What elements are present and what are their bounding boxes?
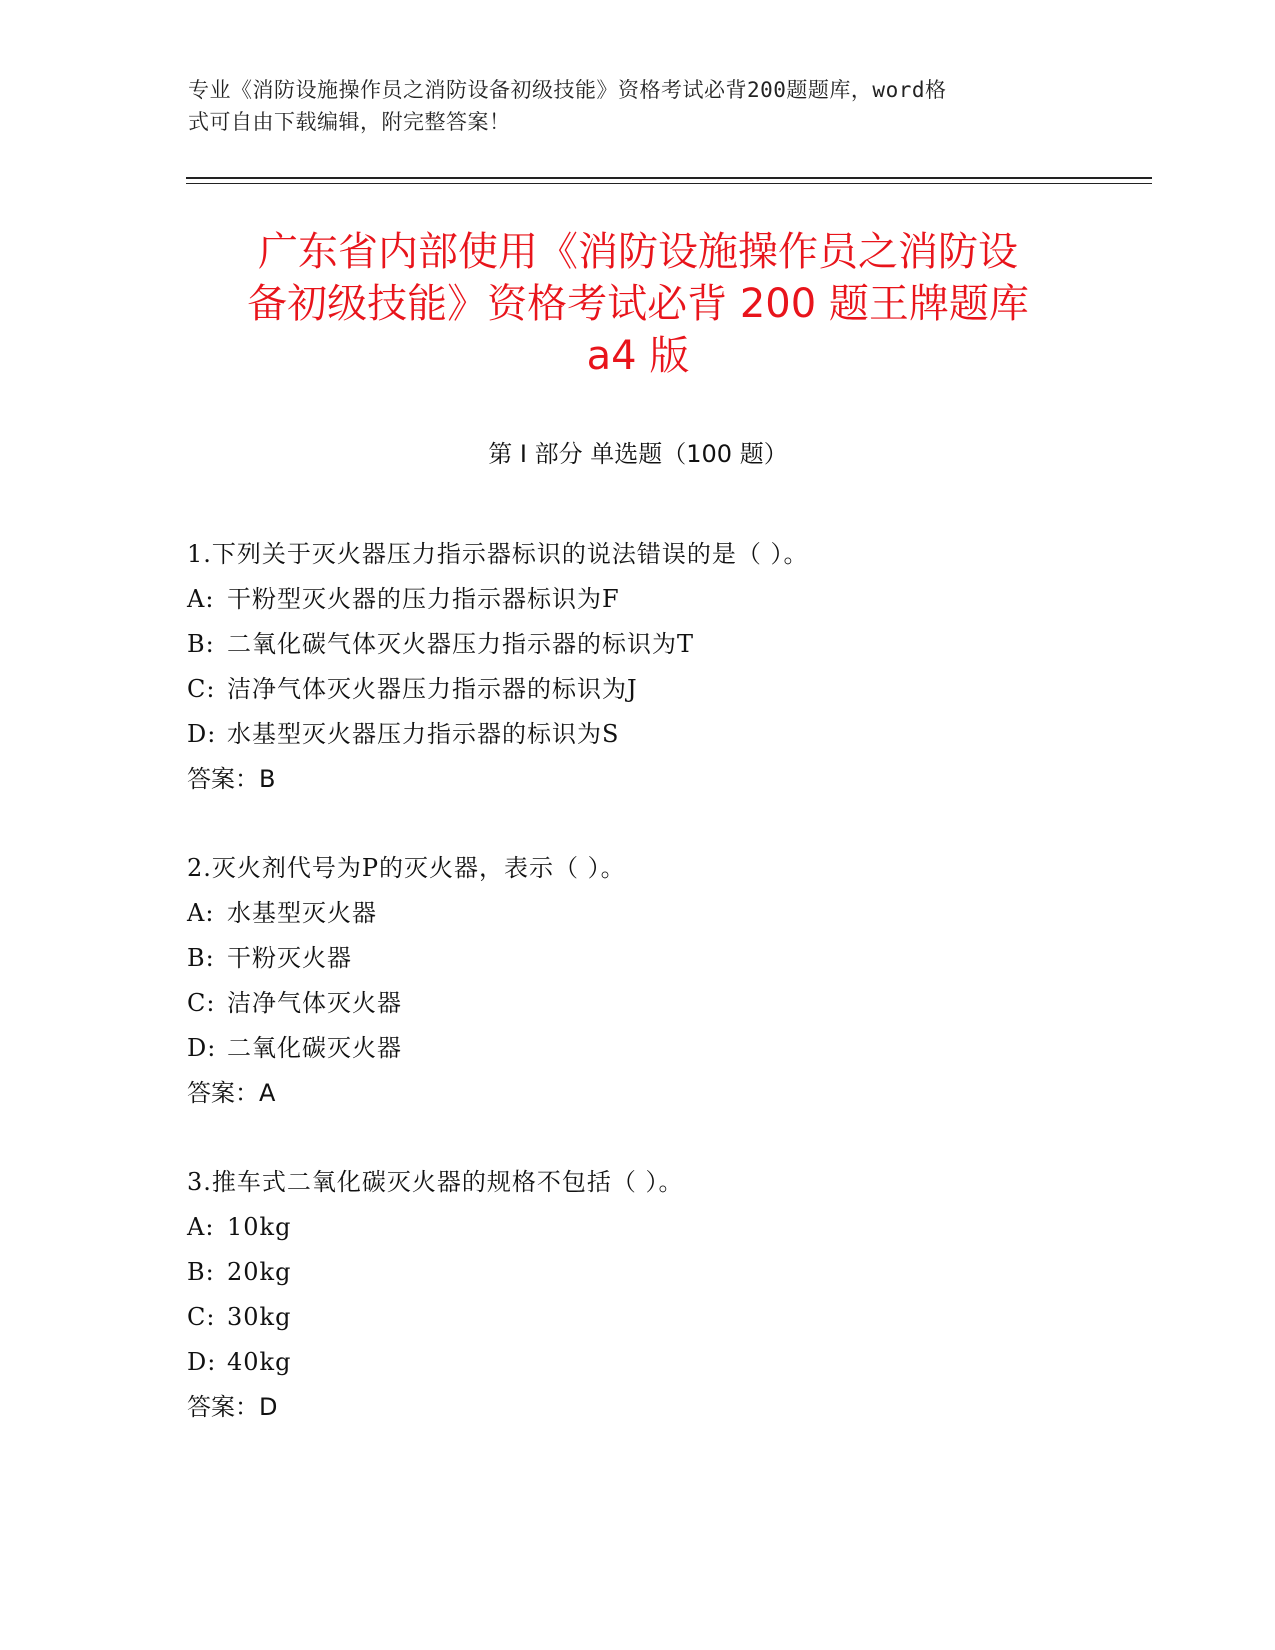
option-label: B:	[187, 1258, 215, 1286]
question-2	[187, 846, 1107, 1116]
document-title-line-1: 广东省内部使用《消防设施操作员之消防设	[258, 229, 1018, 275]
option-text: 40kg	[227, 1348, 292, 1376]
question-list	[187, 532, 1107, 1474]
option-c	[187, 981, 1107, 1026]
option-label: B:	[187, 630, 215, 658]
document-title-line-3: a4 版	[586, 333, 690, 379]
option-text: 洁净气体灭火器压力指示器的标识为J	[227, 675, 638, 703]
option-label: D:	[187, 1034, 217, 1062]
option-text: 20kg	[227, 1258, 292, 1286]
option-label: B:	[187, 944, 215, 972]
option-c	[187, 1295, 1107, 1340]
option-a	[187, 1205, 1107, 1250]
option-label: A:	[187, 585, 215, 613]
document-title-line-2: 备初级技能》资格考试必背 200 题王牌题库	[247, 281, 1029, 327]
question-1	[187, 532, 1107, 802]
option-text: 干粉型灭火器的压力指示器标识为F	[227, 585, 620, 613]
answer: 答案：B	[187, 765, 276, 793]
option-text: 30kg	[227, 1303, 292, 1331]
question-3	[187, 1160, 1107, 1430]
option-label: C:	[187, 989, 216, 1017]
option-text: 水基型灭火器压力指示器的标识为S	[227, 720, 620, 748]
option-text: 洁净气体灭火器	[227, 989, 402, 1017]
option-text: 二氧化碳气体灭火器压力指示器的标识为T	[227, 630, 695, 658]
option-label: C:	[187, 1303, 216, 1331]
option-b	[187, 936, 1107, 981]
option-b	[187, 1250, 1107, 1295]
question-stem: 1.下列关于灭火器压力指示器标识的说法错误的是（ ）。	[187, 540, 809, 568]
answer: 答案：A	[187, 1079, 276, 1107]
option-text: 10kg	[227, 1213, 292, 1241]
question-stem: 2.灭火剂代号为P的灭火器，表示（ ）。	[187, 854, 626, 882]
header-note-line-1: 专业《消防设施操作员之消防设备初级技能》资格考试必背200题题库，word格	[188, 78, 947, 102]
option-c	[187, 667, 1107, 712]
answer: 答案：D	[187, 1393, 278, 1421]
option-label: D:	[187, 720, 217, 748]
section-title: 第 I 部分 单选题（100 题）	[488, 440, 788, 468]
header-divider-thin	[186, 183, 1152, 184]
option-text: 水基型灭火器	[227, 899, 377, 927]
option-b	[187, 622, 1107, 667]
option-label: C:	[187, 675, 216, 703]
option-d	[187, 1340, 1107, 1385]
option-label: A:	[187, 1213, 215, 1241]
question-stem: 3.推车式二氧化碳灭火器的规格不包括（ ）。	[187, 1168, 684, 1196]
option-text: 二氧化碳灭火器	[227, 1034, 402, 1062]
option-d	[187, 712, 1107, 757]
option-label: A:	[187, 899, 215, 927]
option-a	[187, 891, 1107, 936]
header-note-line-2: 式可自由下载编辑，附完整答案！	[188, 110, 511, 134]
option-d	[187, 1026, 1107, 1071]
option-text: 干粉灭火器	[227, 944, 352, 972]
option-a	[187, 577, 1107, 622]
header-divider-thick	[186, 177, 1152, 179]
option-label: D:	[187, 1348, 217, 1376]
header-note	[188, 74, 1068, 138]
document-title	[188, 226, 1088, 382]
